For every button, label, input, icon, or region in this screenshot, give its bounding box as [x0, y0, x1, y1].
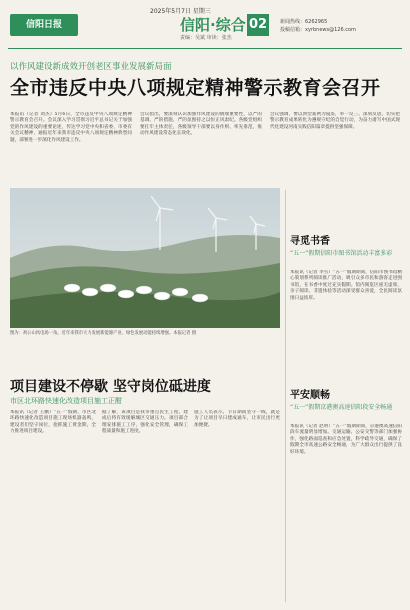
column-divider: [285, 190, 286, 602]
second-column-3: 施工人员表示，节日期间坚守一线，就是为了让项目早日建成通车，让市民出行更加便捷。: [194, 410, 280, 428]
second-subhead: 市区北环路快速化改造项目施工正酣: [10, 397, 122, 405]
side1-body: 本报讯（记者 李雪）“五一”假期期间，信阳市图书馆精心策划系列阅读推广活动，吸引众多市民和游客走进图书馆，在书香中度过充实假期。馆内阅览区座无虚席，亲子阅读、非遗体验等活动深受群众喜爱，全民阅读氛围日益浓厚。: [290, 270, 402, 301]
second-column-1: 本报讯（记者 王鹏）“五一”假期，市区北环路快速化改造项目施工现场机器轰鸣，建设者们坚守岗位，抢抓施工黄金期，全力推进项目建设。: [10, 410, 96, 435]
page-number: 02: [247, 14, 269, 36]
newspaper-logo: 信阳日报: [10, 14, 78, 36]
lead-headline: 全市违反中央八项规定精神警示教育会召开: [10, 77, 381, 99]
issue-date: 2025年5月7日 星期三: [150, 8, 211, 15]
wind-farm-photo: [10, 188, 280, 328]
lead-column-1: 本报讯（记者 刘杰）5月6日，全市违反中央八项规定精神警示教育会召开。会议深入学习贯彻习近平总书记关于加强党的作风建设的重要论述，传达学习党中央和省委、市委有关会议精神，通报近年来我市违反中央八项规定精神典型问题，部署进一步深化作风建设工作。: [10, 112, 132, 143]
second-headline: 项目建设不停歇 坚守岗位砥进度: [10, 379, 211, 395]
side2-title: 平安顺畅: [290, 390, 330, 401]
side2-body: 本报讯（记者 赵明）“五一”假期期间，京港澳高速信阳段车流量明显增加。交通运输、公安交警等部门加强协作，强化路面巡查和应急处置，科学疏导交通，确保了假期全市高速公路安全畅通，为广大群众出行提供了良好环境。: [290, 424, 402, 455]
side1-title: 寻觅书香: [290, 236, 330, 247]
contact-email: 投稿信箱：xyrbnews@126.com: [280, 27, 356, 33]
page-header: [0, 0, 410, 48]
side1-subtitle: “五一”假期信阳市图书馆活动丰富多彩: [290, 250, 393, 257]
lead-column-2: 会议指出，要深刻认识加强作风建设的极端重要性，以严的基调、严的措施、严的氛围持之以恒正风肃纪。各级党组织要扛牢主体责任，各级领导干部要以身作则、率先垂范，推动作风建设常态化长效化。: [140, 112, 262, 137]
section-title: 信阳·综合: [180, 16, 246, 34]
contact-info: [280, 18, 356, 34]
second-column-2: 据了解，该项目是我市重点民生工程，建成后将有效缓解城区交通压力。项目部合理安排施工工序，强化安全管理，确保工程质量和施工进度。: [102, 410, 188, 435]
lead-kicker: 以作风建设新成效开创老区事业发展新局面: [10, 62, 172, 72]
contact-hotline: 新闻热线：6262965: [280, 19, 328, 25]
lead-column-3: 会议强调，要以典型案例为镜鉴，举一反三、深刻反思，切实把警示教育成果转化为遵规守纪的自觉行动，为奋力谱写中国式现代化建设河南实践信阳篇章提供坚强保障。: [270, 112, 400, 130]
editors-line: 责编：吴斌 审读：张杰: [180, 35, 232, 41]
header-rule: [8, 48, 402, 49]
wind-farm-illustration: [10, 188, 280, 328]
photo-caption: 图为：鸡公山风电场一角。近年来我市大力发展新能源产业，绿色发展动能持续增强。本报记者 摄: [10, 331, 197, 336]
side2-subtitle: “五一”假期京港澳高速信阳段安全畅通: [290, 404, 393, 411]
